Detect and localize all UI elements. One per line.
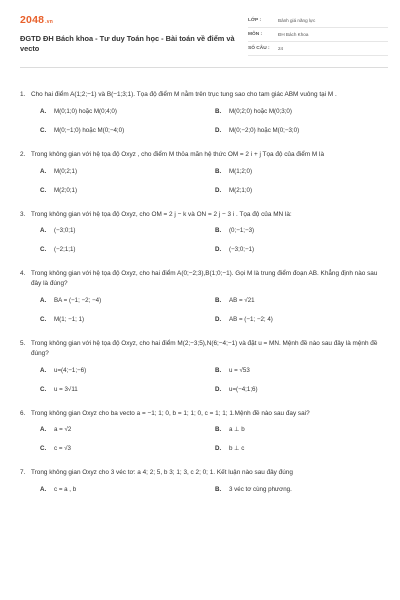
answer-options — [20, 168, 388, 195]
logo-suffix: .vn — [45, 19, 53, 25]
option-letter: D. — [215, 126, 222, 134]
option-text: c = a , b — [54, 486, 77, 494]
option-text: M(2;0;1) — [54, 186, 78, 194]
option-letter: B. — [215, 296, 222, 304]
option-text: u=(−4;1;6) — [229, 385, 258, 393]
option-text: M(0;−2;0) hoặc M(0;−3;0) — [229, 126, 300, 134]
option-c[interactable] — [40, 316, 215, 324]
question-body: Trong không gian Oxyz cho 3 véc tơ: a 4; 2; 5, b 3; 1; 3, c 2; 0; 1. Kết luận nào sau đây đúng — [31, 469, 293, 477]
question-body: Trong không gian với hệ tọa độ Oxyz, cho hai điểm M(2;−3;5),N(6;−4;−1) và đặt u = MN. Mệnh đề nào sau đây là mệnh đề đúng? — [31, 339, 378, 357]
option-d[interactable] — [215, 187, 390, 195]
question-body: Trong không gian Oxyz cho ba vecto a = −1; 1; 0, b = 1; 1; 0, c = 1; 1; 1.Mệnh đề nào sau đay sai? — [31, 409, 310, 417]
option-a[interactable] — [40, 108, 215, 116]
question-number: 7. — [20, 469, 26, 477]
option-a[interactable] — [40, 297, 215, 305]
option-letter: A. — [40, 486, 47, 494]
option-a[interactable] — [40, 168, 215, 176]
answer-options — [20, 108, 388, 135]
option-letter: B. — [215, 486, 222, 494]
option-letter: D. — [215, 186, 222, 194]
option-text: M(1; −1; 1) — [54, 315, 85, 323]
option-letter: A. — [40, 227, 47, 235]
option-text: (0;−1;−3) — [229, 227, 255, 235]
info-label: MÔN : — [248, 32, 263, 37]
question-number: 5. — [20, 339, 26, 347]
option-b[interactable] — [215, 227, 390, 235]
question-number: 3. — [20, 210, 26, 218]
option-letter: C. — [40, 385, 47, 393]
option-b[interactable] — [215, 168, 390, 176]
option-text: (−2;1;1) — [54, 246, 76, 254]
question-text — [20, 269, 388, 289]
option-letter: C. — [40, 445, 47, 453]
option-letter: A. — [40, 167, 47, 175]
question-1 — [20, 90, 388, 135]
option-text: u = 3√11 — [54, 385, 78, 393]
question-2 — [20, 150, 388, 195]
option-letter: B. — [215, 107, 222, 115]
option-text: 3 véc tơ cùng phương. — [229, 486, 292, 494]
option-text: M(2;1;0) — [229, 186, 253, 194]
question-body: Trong không gian với hệ tọa độ Oxyz, cho hai điểm A(0;−2;3),B(1;0;−1). Gọi M là trung điểm đoạn AB. Khẳng định nào sau đây là đúng? — [31, 270, 378, 288]
option-text: u = √53 — [229, 366, 250, 374]
option-a[interactable] — [40, 227, 215, 235]
option-c[interactable] — [40, 246, 215, 254]
question-text — [20, 409, 388, 419]
option-letter: B. — [215, 426, 222, 434]
option-a[interactable] — [40, 426, 215, 434]
question-6 — [20, 409, 388, 454]
option-letter: B. — [215, 366, 222, 374]
question-number: 4. — [20, 270, 26, 278]
option-d[interactable] — [215, 445, 390, 453]
option-letter: A. — [40, 296, 47, 304]
option-letter: D. — [215, 315, 222, 323]
option-letter: A. — [40, 426, 47, 434]
info-table — [248, 14, 388, 68]
option-d[interactable] — [215, 386, 390, 394]
option-text: AB = √21 — [229, 296, 255, 304]
option-b[interactable] — [215, 367, 390, 375]
option-letter: D. — [215, 445, 222, 453]
option-letter: A. — [40, 107, 47, 115]
option-text: AB = (−1; −2; 4) — [229, 315, 273, 323]
answer-options — [20, 227, 388, 254]
option-c[interactable] — [40, 187, 215, 195]
option-text: M(0;2;0) hoặc M(0;3;0) — [229, 107, 292, 115]
document-header — [20, 10, 388, 68]
question-4 — [20, 269, 388, 324]
answer-options — [20, 297, 388, 324]
option-d[interactable] — [215, 127, 390, 135]
question-body: Trong không gian với hệ tọa độ Oxyz , cho điểm M thỏa mãn hệ thức OM = 2 i + j Tọa độ của điểm M là — [31, 150, 324, 158]
question-body: Cho hai điểm A(1;2;−1) và B(−1;3;1). Tọa độ điểm M nằm trên trục tung sao cho tam giác ABM vuông tại M . — [31, 91, 337, 98]
info-row-count — [248, 42, 388, 56]
question-text — [20, 90, 388, 100]
info-label: SỐ CÂU : — [248, 46, 270, 51]
option-a[interactable] — [40, 367, 215, 375]
option-text: a ⊥ b — [229, 426, 245, 434]
option-text: a = √2 — [54, 426, 72, 434]
option-b[interactable] — [215, 426, 390, 434]
info-row-class — [248, 14, 388, 28]
option-text: M(0;−1;0) hoặc M(0;−4;0) — [54, 126, 125, 134]
question-number: 1. — [20, 91, 26, 98]
option-b[interactable] — [215, 486, 390, 494]
question-5 — [20, 339, 388, 394]
option-text: M(1;2;0) — [229, 167, 253, 175]
question-text — [20, 468, 388, 478]
option-b[interactable] — [215, 108, 390, 116]
option-text: (−3;0;1) — [54, 227, 76, 235]
option-letter: C. — [40, 246, 47, 254]
option-letter: B. — [215, 227, 222, 235]
option-text: BA = (−1; −2; −4) — [54, 296, 102, 304]
info-label: LỚP : — [248, 18, 262, 23]
option-text: M(0;2;1) — [54, 167, 78, 175]
option-a[interactable] — [40, 486, 215, 494]
question-text — [20, 210, 388, 220]
brand-block — [20, 10, 235, 68]
question-text — [20, 150, 388, 160]
option-c[interactable] — [40, 127, 215, 135]
question-number: 2. — [20, 150, 26, 158]
document-title: ĐGTD ĐH Bách khoa - Tư duy Toán học - Bài toán về điểm và vecto — [20, 34, 235, 53]
option-text: b ⊥ c — [229, 445, 245, 453]
question-number: 6. — [20, 409, 26, 417]
option-d[interactable] — [215, 246, 390, 254]
info-row-subject — [248, 28, 388, 42]
option-letter: D. — [215, 385, 222, 393]
question-text — [20, 339, 388, 359]
option-c[interactable] — [40, 445, 215, 453]
option-letter: B. — [215, 167, 222, 175]
logo-text: 2048 — [20, 14, 45, 26]
info-value: 24 — [278, 46, 284, 51]
info-value: Bảnh giá năng lực — [278, 18, 316, 23]
answer-options — [20, 486, 388, 494]
question-list — [20, 68, 388, 494]
question-3 — [20, 210, 388, 255]
question-7 — [20, 468, 388, 494]
option-text: (−3;0;−1) — [229, 246, 255, 254]
option-c[interactable] — [40, 386, 215, 394]
answer-options — [20, 367, 388, 394]
option-letter: C. — [40, 126, 47, 134]
header-divider — [20, 67, 388, 68]
option-b[interactable] — [215, 297, 390, 305]
option-d[interactable] — [215, 316, 390, 324]
option-letter: A. — [40, 366, 47, 374]
option-text: c = √3 — [54, 445, 71, 453]
info-value: ĐH Bách Khoa — [278, 32, 309, 37]
option-text: u=(4;−1;−6) — [54, 366, 87, 374]
option-letter: C. — [40, 186, 47, 194]
site-logo[interactable] — [20, 10, 235, 30]
option-letter: C. — [40, 315, 47, 323]
option-letter: D. — [215, 246, 222, 254]
question-body: Trong không gian với hệ tọa độ Oxyz, cho OM = 2 j − k và ON = 2 j − 3 i . Tọa độ của MN là: — [31, 210, 292, 218]
option-text: M(0;1;0) hoặc M(0;4;0) — [54, 107, 117, 115]
answer-options — [20, 426, 388, 453]
